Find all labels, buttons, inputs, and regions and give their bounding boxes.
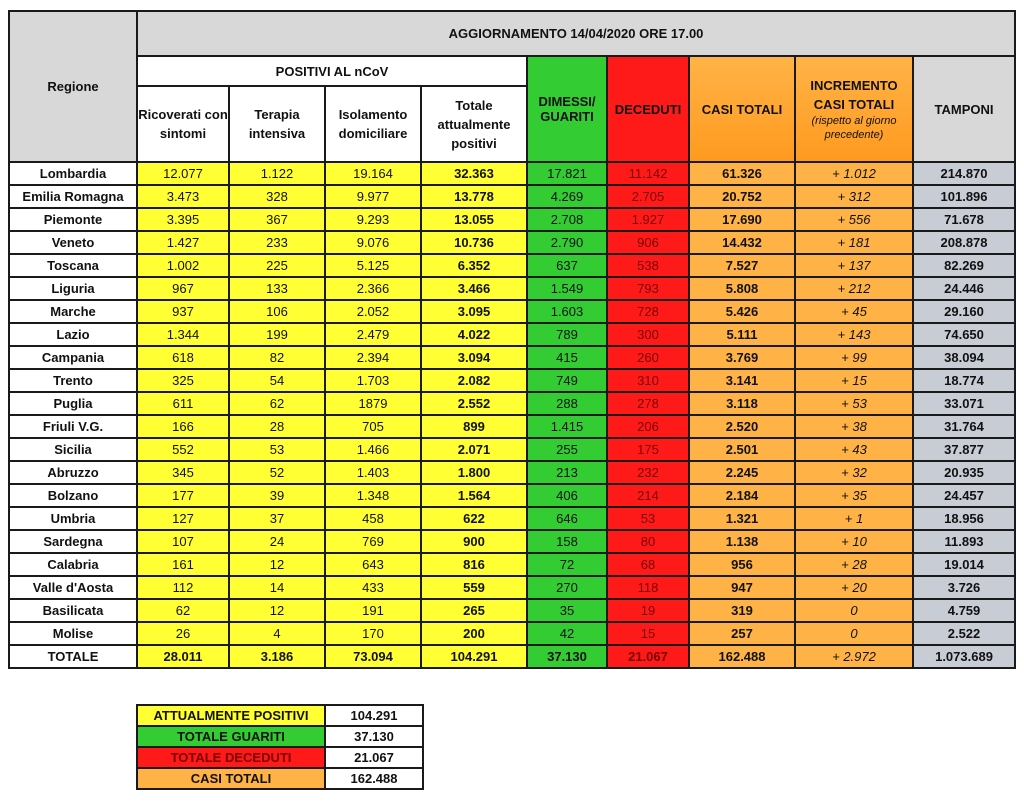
totale-positivi-cell: 13.055 bbox=[421, 208, 527, 231]
dimessi-cell: 406 bbox=[527, 484, 607, 507]
casi-totali-cell: 61.326 bbox=[689, 162, 795, 185]
casi-totali-cell: 5.808 bbox=[689, 277, 795, 300]
deceduti-cell: 2.705 bbox=[607, 185, 689, 208]
tamponi-cell: 11.893 bbox=[913, 530, 1015, 553]
dimessi-cell: 1.603 bbox=[527, 300, 607, 323]
summary-row bbox=[137, 768, 423, 789]
totale-positivi-cell: 104.291 bbox=[421, 645, 527, 668]
regione-cell: Puglia bbox=[9, 392, 137, 415]
ricoverati-cell: 937 bbox=[137, 300, 229, 323]
table-row bbox=[9, 461, 1015, 484]
summary-label: TOTALE DECEDUTI bbox=[137, 747, 325, 768]
totale-positivi-cell: 559 bbox=[421, 576, 527, 599]
casi-totali-cell: 3.141 bbox=[689, 369, 795, 392]
deceduti-cell: 80 bbox=[607, 530, 689, 553]
dimessi-cell: 213 bbox=[527, 461, 607, 484]
casi-totali-cell: 2.184 bbox=[689, 484, 795, 507]
summary-value: 37.130 bbox=[325, 726, 423, 747]
regione-cell: Veneto bbox=[9, 231, 137, 254]
terapia-cell: 39 bbox=[229, 484, 325, 507]
table-row bbox=[9, 323, 1015, 346]
ricoverati-cell: 177 bbox=[137, 484, 229, 507]
incremento-cell: + 38 bbox=[795, 415, 913, 438]
totale-positivi-cell: 3.094 bbox=[421, 346, 527, 369]
tamponi-cell: 71.678 bbox=[913, 208, 1015, 231]
casi-totali-cell: 947 bbox=[689, 576, 795, 599]
casi-totali-cell: 7.527 bbox=[689, 254, 795, 277]
incremento-cell: + 181 bbox=[795, 231, 913, 254]
table-row bbox=[9, 162, 1015, 185]
totale-positivi-cell: 900 bbox=[421, 530, 527, 553]
terapia-cell: 12 bbox=[229, 599, 325, 622]
deceduti-cell: 175 bbox=[607, 438, 689, 461]
ricoverati-cell: 552 bbox=[137, 438, 229, 461]
dimessi-cell: 2.790 bbox=[527, 231, 607, 254]
terapia-cell: 199 bbox=[229, 323, 325, 346]
regione-cell: Toscana bbox=[9, 254, 137, 277]
totale-positivi-cell: 899 bbox=[421, 415, 527, 438]
summary-table bbox=[136, 704, 424, 790]
terapia-cell: 106 bbox=[229, 300, 325, 323]
table-title: AGGIORNAMENTO 14/04/2020 ORE 17.00 bbox=[137, 11, 1015, 56]
table-row bbox=[9, 438, 1015, 461]
deceduti-cell: 11.142 bbox=[607, 162, 689, 185]
summary-value: 104.291 bbox=[325, 705, 423, 726]
table-row bbox=[9, 231, 1015, 254]
ricoverati-cell: 161 bbox=[137, 553, 229, 576]
tamponi-cell: 29.160 bbox=[913, 300, 1015, 323]
deceduti-cell: 793 bbox=[607, 277, 689, 300]
regione-cell: TOTALE bbox=[9, 645, 137, 668]
header-incremento bbox=[795, 56, 913, 162]
tamponi-cell: 3.726 bbox=[913, 576, 1015, 599]
isolamento-cell: 705 bbox=[325, 415, 421, 438]
header-casi-totali: CASI TOTALI bbox=[689, 56, 795, 162]
header-incremento-label: INCREMENTO CASI TOTALI bbox=[810, 78, 898, 112]
casi-totali-cell: 14.432 bbox=[689, 231, 795, 254]
regione-cell: Emilia Romagna bbox=[9, 185, 137, 208]
summary-row bbox=[137, 747, 423, 768]
isolamento-cell: 9.977 bbox=[325, 185, 421, 208]
header-incremento-note: (rispetto al giorno precedente) bbox=[811, 115, 897, 141]
incremento-cell: + 99 bbox=[795, 346, 913, 369]
isolamento-cell: 1.466 bbox=[325, 438, 421, 461]
summary-label: TOTALE GUARITI bbox=[137, 726, 325, 747]
deceduti-cell: 68 bbox=[607, 553, 689, 576]
dimessi-cell: 2.708 bbox=[527, 208, 607, 231]
terapia-cell: 28 bbox=[229, 415, 325, 438]
tamponi-cell: 24.457 bbox=[913, 484, 1015, 507]
tamponi-cell: 18.956 bbox=[913, 507, 1015, 530]
incremento-cell: + 1.012 bbox=[795, 162, 913, 185]
summary-row bbox=[137, 705, 423, 726]
casi-totali-cell: 3.769 bbox=[689, 346, 795, 369]
totale-positivi-cell: 2.071 bbox=[421, 438, 527, 461]
isolamento-cell: 458 bbox=[325, 507, 421, 530]
casi-totali-cell: 257 bbox=[689, 622, 795, 645]
table-row bbox=[9, 415, 1015, 438]
incremento-cell: + 2.972 bbox=[795, 645, 913, 668]
tamponi-cell: 4.759 bbox=[913, 599, 1015, 622]
dimessi-cell: 1.549 bbox=[527, 277, 607, 300]
ricoverati-cell: 12.077 bbox=[137, 162, 229, 185]
deceduti-cell: 260 bbox=[607, 346, 689, 369]
casi-totali-cell: 3.118 bbox=[689, 392, 795, 415]
dimessi-cell: 37.130 bbox=[527, 645, 607, 668]
regione-cell: Liguria bbox=[9, 277, 137, 300]
regione-cell: Abruzzo bbox=[9, 461, 137, 484]
isolamento-cell: 9.293 bbox=[325, 208, 421, 231]
terapia-cell: 1.122 bbox=[229, 162, 325, 185]
tamponi-cell: 1.073.689 bbox=[913, 645, 1015, 668]
incremento-cell: + 45 bbox=[795, 300, 913, 323]
ricoverati-cell: 325 bbox=[137, 369, 229, 392]
deceduti-cell: 53 bbox=[607, 507, 689, 530]
isolamento-cell: 1.703 bbox=[325, 369, 421, 392]
ricoverati-cell: 1.427 bbox=[137, 231, 229, 254]
ricoverati-cell: 26 bbox=[137, 622, 229, 645]
ricoverati-cell: 62 bbox=[137, 599, 229, 622]
tamponi-cell: 214.870 bbox=[913, 162, 1015, 185]
totale-positivi-cell: 1.800 bbox=[421, 461, 527, 484]
casi-totali-cell: 5.111 bbox=[689, 323, 795, 346]
deceduti-cell: 214 bbox=[607, 484, 689, 507]
incremento-cell: 0 bbox=[795, 599, 913, 622]
tamponi-cell: 19.014 bbox=[913, 553, 1015, 576]
terapia-cell: 52 bbox=[229, 461, 325, 484]
ricoverati-cell: 967 bbox=[137, 277, 229, 300]
dimessi-cell: 72 bbox=[527, 553, 607, 576]
ricoverati-cell: 127 bbox=[137, 507, 229, 530]
dimessi-cell: 158 bbox=[527, 530, 607, 553]
incremento-cell: + 53 bbox=[795, 392, 913, 415]
casi-totali-cell: 319 bbox=[689, 599, 795, 622]
ricoverati-cell: 611 bbox=[137, 392, 229, 415]
incremento-cell: 0 bbox=[795, 622, 913, 645]
deceduti-cell: 278 bbox=[607, 392, 689, 415]
dimessi-cell: 4.269 bbox=[527, 185, 607, 208]
isolamento-cell: 5.125 bbox=[325, 254, 421, 277]
totale-positivi-cell: 816 bbox=[421, 553, 527, 576]
regione-cell: Calabria bbox=[9, 553, 137, 576]
summary-value: 162.488 bbox=[325, 768, 423, 789]
tamponi-cell: 24.446 bbox=[913, 277, 1015, 300]
regione-cell: Lombardia bbox=[9, 162, 137, 185]
ricoverati-cell: 618 bbox=[137, 346, 229, 369]
isolamento-cell: 191 bbox=[325, 599, 421, 622]
regione-cell: Marche bbox=[9, 300, 137, 323]
terapia-cell: 12 bbox=[229, 553, 325, 576]
totale-positivi-cell: 265 bbox=[421, 599, 527, 622]
casi-totali-cell: 162.488 bbox=[689, 645, 795, 668]
isolamento-cell: 643 bbox=[325, 553, 421, 576]
dimessi-cell: 288 bbox=[527, 392, 607, 415]
header-isolamento: Isolamento domiciliare bbox=[325, 86, 421, 162]
dimessi-cell: 42 bbox=[527, 622, 607, 645]
isolamento-cell: 170 bbox=[325, 622, 421, 645]
dimessi-cell: 415 bbox=[527, 346, 607, 369]
isolamento-cell: 1879 bbox=[325, 392, 421, 415]
deceduti-cell: 906 bbox=[607, 231, 689, 254]
regione-cell: Sicilia bbox=[9, 438, 137, 461]
ricoverati-cell: 1.344 bbox=[137, 323, 229, 346]
tamponi-cell: 18.774 bbox=[913, 369, 1015, 392]
isolamento-cell: 2.366 bbox=[325, 277, 421, 300]
regione-cell: Lazio bbox=[9, 323, 137, 346]
terapia-cell: 4 bbox=[229, 622, 325, 645]
table-row bbox=[9, 484, 1015, 507]
terapia-cell: 54 bbox=[229, 369, 325, 392]
summary-row bbox=[137, 726, 423, 747]
casi-totali-cell: 2.501 bbox=[689, 438, 795, 461]
ricoverati-cell: 107 bbox=[137, 530, 229, 553]
tamponi-cell: 37.877 bbox=[913, 438, 1015, 461]
dimessi-cell: 35 bbox=[527, 599, 607, 622]
table-row bbox=[9, 553, 1015, 576]
dimessi-cell: 789 bbox=[527, 323, 607, 346]
header-tamponi: TAMPONI bbox=[913, 56, 1015, 162]
table-row bbox=[9, 208, 1015, 231]
terapia-cell: 328 bbox=[229, 185, 325, 208]
deceduti-cell: 1.927 bbox=[607, 208, 689, 231]
casi-totali-cell: 1.321 bbox=[689, 507, 795, 530]
incremento-cell: + 35 bbox=[795, 484, 913, 507]
table-row bbox=[9, 392, 1015, 415]
header-dimessi: DIMESSI/ GUARITI bbox=[527, 56, 607, 162]
table-row bbox=[9, 369, 1015, 392]
header-regione: Regione bbox=[9, 11, 137, 162]
terapia-cell: 133 bbox=[229, 277, 325, 300]
incremento-cell: + 10 bbox=[795, 530, 913, 553]
incremento-cell: + 15 bbox=[795, 369, 913, 392]
terapia-cell: 82 bbox=[229, 346, 325, 369]
deceduti-cell: 538 bbox=[607, 254, 689, 277]
casi-totali-cell: 17.690 bbox=[689, 208, 795, 231]
summary-label: CASI TOTALI bbox=[137, 768, 325, 789]
dimessi-cell: 637 bbox=[527, 254, 607, 277]
incremento-cell: + 212 bbox=[795, 277, 913, 300]
regione-cell: Bolzano bbox=[9, 484, 137, 507]
terapia-cell: 233 bbox=[229, 231, 325, 254]
incremento-cell: + 43 bbox=[795, 438, 913, 461]
dimessi-cell: 749 bbox=[527, 369, 607, 392]
incremento-cell: + 28 bbox=[795, 553, 913, 576]
totale-positivi-cell: 10.736 bbox=[421, 231, 527, 254]
casi-totali-cell: 2.245 bbox=[689, 461, 795, 484]
regione-cell: Piemonte bbox=[9, 208, 137, 231]
isolamento-cell: 433 bbox=[325, 576, 421, 599]
ricoverati-cell: 28.011 bbox=[137, 645, 229, 668]
tamponi-cell: 208.878 bbox=[913, 231, 1015, 254]
header-totale-positivi: Totale attualmente positivi bbox=[421, 86, 527, 162]
totale-positivi-cell: 13.778 bbox=[421, 185, 527, 208]
deceduti-cell: 19 bbox=[607, 599, 689, 622]
regione-cell: Valle d'Aosta bbox=[9, 576, 137, 599]
dimessi-cell: 646 bbox=[527, 507, 607, 530]
tamponi-cell: 74.650 bbox=[913, 323, 1015, 346]
table-row bbox=[9, 185, 1015, 208]
regione-cell: Basilicata bbox=[9, 599, 137, 622]
header-positivi-group: POSITIVI AL nCoV bbox=[137, 56, 527, 86]
table-row bbox=[9, 346, 1015, 369]
covid-regional-table bbox=[8, 10, 1016, 669]
totale-positivi-cell: 32.363 bbox=[421, 162, 527, 185]
totale-positivi-cell: 3.095 bbox=[421, 300, 527, 323]
deceduti-cell: 206 bbox=[607, 415, 689, 438]
deceduti-cell: 310 bbox=[607, 369, 689, 392]
tamponi-cell: 20.935 bbox=[913, 461, 1015, 484]
totale-positivi-cell: 2.552 bbox=[421, 392, 527, 415]
dimessi-cell: 17.821 bbox=[527, 162, 607, 185]
terapia-cell: 37 bbox=[229, 507, 325, 530]
dimessi-cell: 1.415 bbox=[527, 415, 607, 438]
totale-positivi-cell: 6.352 bbox=[421, 254, 527, 277]
ricoverati-cell: 1.002 bbox=[137, 254, 229, 277]
isolamento-cell: 2.394 bbox=[325, 346, 421, 369]
tamponi-cell: 82.269 bbox=[913, 254, 1015, 277]
totale-positivi-cell: 2.082 bbox=[421, 369, 527, 392]
totale-positivi-cell: 1.564 bbox=[421, 484, 527, 507]
deceduti-cell: 300 bbox=[607, 323, 689, 346]
ricoverati-cell: 166 bbox=[137, 415, 229, 438]
casi-totali-cell: 5.426 bbox=[689, 300, 795, 323]
total-row bbox=[9, 645, 1015, 668]
totale-positivi-cell: 200 bbox=[421, 622, 527, 645]
regione-cell: Sardegna bbox=[9, 530, 137, 553]
terapia-cell: 53 bbox=[229, 438, 325, 461]
ricoverati-cell: 3.473 bbox=[137, 185, 229, 208]
summary-label: ATTUALMENTE POSITIVI bbox=[137, 705, 325, 726]
regione-cell: Campania bbox=[9, 346, 137, 369]
incremento-cell: + 1 bbox=[795, 507, 913, 530]
terapia-cell: 14 bbox=[229, 576, 325, 599]
isolamento-cell: 2.479 bbox=[325, 323, 421, 346]
table-row bbox=[9, 530, 1015, 553]
casi-totali-cell: 20.752 bbox=[689, 185, 795, 208]
table-row bbox=[9, 300, 1015, 323]
incremento-cell: + 556 bbox=[795, 208, 913, 231]
isolamento-cell: 2.052 bbox=[325, 300, 421, 323]
incremento-cell: + 20 bbox=[795, 576, 913, 599]
deceduti-cell: 232 bbox=[607, 461, 689, 484]
casi-totali-cell: 1.138 bbox=[689, 530, 795, 553]
table-row bbox=[9, 599, 1015, 622]
table-row bbox=[9, 576, 1015, 599]
tamponi-cell: 101.896 bbox=[913, 185, 1015, 208]
dimessi-cell: 255 bbox=[527, 438, 607, 461]
deceduti-cell: 728 bbox=[607, 300, 689, 323]
table-row bbox=[9, 507, 1015, 530]
header-terapia: Terapia intensiva bbox=[229, 86, 325, 162]
terapia-cell: 225 bbox=[229, 254, 325, 277]
incremento-cell: + 312 bbox=[795, 185, 913, 208]
terapia-cell: 3.186 bbox=[229, 645, 325, 668]
regione-cell: Friuli V.G. bbox=[9, 415, 137, 438]
table-body bbox=[9, 162, 1015, 668]
isolamento-cell: 19.164 bbox=[325, 162, 421, 185]
dimessi-cell: 270 bbox=[527, 576, 607, 599]
casi-totali-cell: 956 bbox=[689, 553, 795, 576]
tamponi-cell: 2.522 bbox=[913, 622, 1015, 645]
ricoverati-cell: 3.395 bbox=[137, 208, 229, 231]
incremento-cell: + 32 bbox=[795, 461, 913, 484]
summary-value: 21.067 bbox=[325, 747, 423, 768]
deceduti-cell: 15 bbox=[607, 622, 689, 645]
isolamento-cell: 1.348 bbox=[325, 484, 421, 507]
tamponi-cell: 38.094 bbox=[913, 346, 1015, 369]
header-ricoverati: Ricoverati con sintomi bbox=[137, 86, 229, 162]
header-deceduti: DECEDUTI bbox=[607, 56, 689, 162]
regione-cell: Trento bbox=[9, 369, 137, 392]
terapia-cell: 24 bbox=[229, 530, 325, 553]
totale-positivi-cell: 3.466 bbox=[421, 277, 527, 300]
isolamento-cell: 73.094 bbox=[325, 645, 421, 668]
regione-cell: Molise bbox=[9, 622, 137, 645]
ricoverati-cell: 345 bbox=[137, 461, 229, 484]
table-row bbox=[9, 277, 1015, 300]
totale-positivi-cell: 622 bbox=[421, 507, 527, 530]
incremento-cell: + 137 bbox=[795, 254, 913, 277]
regione-cell: Umbria bbox=[9, 507, 137, 530]
casi-totali-cell: 2.520 bbox=[689, 415, 795, 438]
isolamento-cell: 1.403 bbox=[325, 461, 421, 484]
deceduti-cell: 118 bbox=[607, 576, 689, 599]
isolamento-cell: 769 bbox=[325, 530, 421, 553]
incremento-cell: + 143 bbox=[795, 323, 913, 346]
ricoverati-cell: 112 bbox=[137, 576, 229, 599]
terapia-cell: 367 bbox=[229, 208, 325, 231]
table-row bbox=[9, 254, 1015, 277]
isolamento-cell: 9.076 bbox=[325, 231, 421, 254]
terapia-cell: 62 bbox=[229, 392, 325, 415]
tamponi-cell: 31.764 bbox=[913, 415, 1015, 438]
table-row bbox=[9, 622, 1015, 645]
tamponi-cell: 33.071 bbox=[913, 392, 1015, 415]
totale-positivi-cell: 4.022 bbox=[421, 323, 527, 346]
deceduti-cell: 21.067 bbox=[607, 645, 689, 668]
